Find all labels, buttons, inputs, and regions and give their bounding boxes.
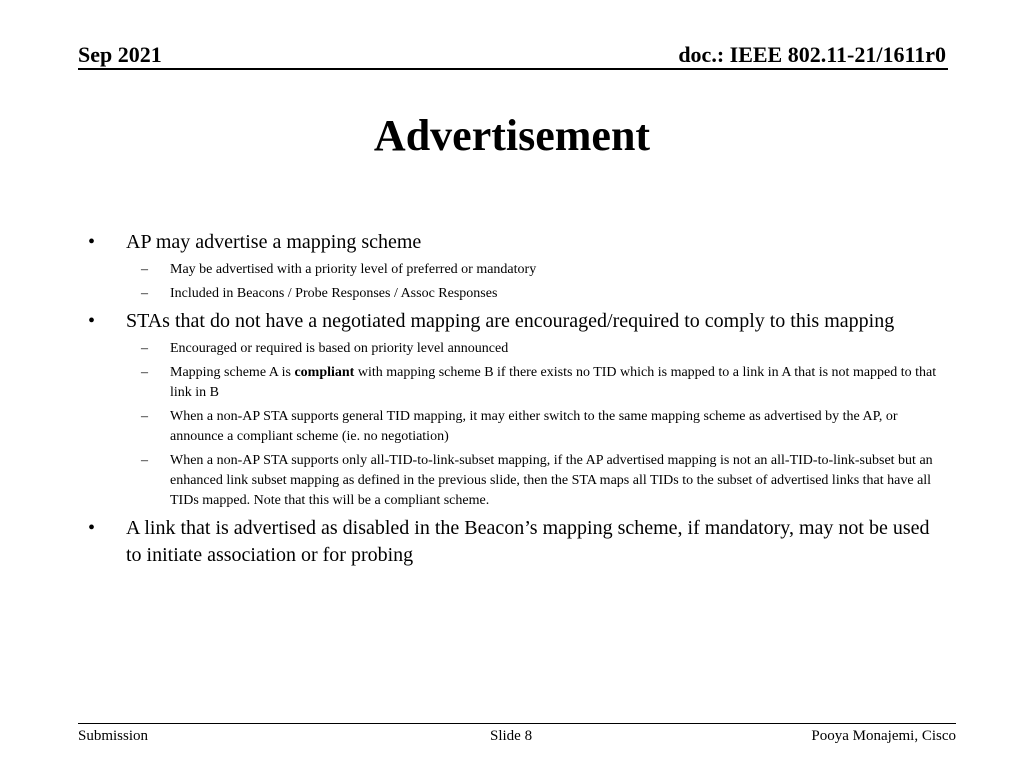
header-doc-id: doc.: IEEE 802.11-21/1611r0 bbox=[678, 42, 946, 67]
sub-bullet-text: Encouraged or required is based on priority level announced bbox=[170, 341, 509, 356]
sub-bullet-item bbox=[0, 284, 940, 304]
sub-bullet-text: May be advertised with a priority level of preferred or mandatory bbox=[170, 262, 537, 277]
footer-submission: Submission bbox=[78, 728, 149, 744]
dash-icon: – bbox=[141, 453, 148, 468]
bullet-item bbox=[0, 229, 941, 256]
slide-title: Advertisement bbox=[373, 111, 651, 160]
sub-bullet-item bbox=[0, 451, 940, 511]
sub-bullet-item bbox=[0, 260, 940, 280]
bullet-icon: • bbox=[88, 517, 96, 539]
emphasis-compliant: compliant bbox=[294, 365, 355, 380]
bullet-icon: • bbox=[88, 310, 96, 332]
dash-icon: – bbox=[141, 286, 148, 301]
sub-bullet-item bbox=[0, 339, 940, 359]
dash-icon: – bbox=[141, 365, 148, 380]
sub-bullet-item bbox=[0, 363, 940, 403]
bullet-text: A link that is advertised as disabled in the Beacon’s mapping scheme, if mandatory, may not be used to initiate association or for probing bbox=[126, 517, 930, 566]
bullet-text: AP may advertise a mapping scheme bbox=[126, 231, 422, 253]
footer-author: Pooya Monajemi, Cisco bbox=[811, 728, 956, 744]
sub-bullet-text: When a non-AP STA supports general TID mapping, it may either switch to the same mapping scheme as advertised by the AP, or announce a compliant scheme (ie. no negotiation) bbox=[170, 409, 898, 444]
bullet-text: STAs that do not have a negotiated mapping are encouraged/required to comply to this mapping bbox=[126, 310, 895, 332]
footer-divider bbox=[78, 723, 956, 724]
sub-bullet-text: When a non-AP STA supports only all-TID-to-link-subset mapping, if the AP advertised mapping is not an all-TID-to-link-subset but an enhanced link subset mapping as defined in the previous slide, then the STA maps all TIDs to the subset of advertised links that have all TIDs mapped. Note that this will be a compliant scheme. bbox=[170, 453, 933, 508]
sub-bullet-list bbox=[0, 260, 1024, 304]
sub-bullet-text-post: with mapping scheme B if there exists no TID which is mapped to a link in A that is not mapped to that link in B bbox=[170, 365, 937, 400]
header-date: Sep 2021 bbox=[78, 42, 162, 67]
header-divider bbox=[78, 68, 948, 70]
footer-slide-number: Slide 8 bbox=[490, 728, 533, 744]
bullet-item bbox=[0, 308, 941, 335]
dash-icon: – bbox=[141, 262, 148, 277]
sub-bullet-text: Included in Beacons / Probe Responses / Assoc Responses bbox=[170, 286, 498, 301]
dash-icon: – bbox=[141, 409, 148, 424]
dash-icon: – bbox=[141, 341, 148, 356]
sub-bullet-item bbox=[0, 407, 940, 447]
slide-body bbox=[0, 229, 1024, 573]
sub-bullet-text-pre: Mapping scheme A is bbox=[170, 365, 295, 380]
sub-bullet-list bbox=[0, 339, 1024, 511]
bullet-icon: • bbox=[88, 231, 96, 253]
bullet-item bbox=[0, 515, 941, 569]
